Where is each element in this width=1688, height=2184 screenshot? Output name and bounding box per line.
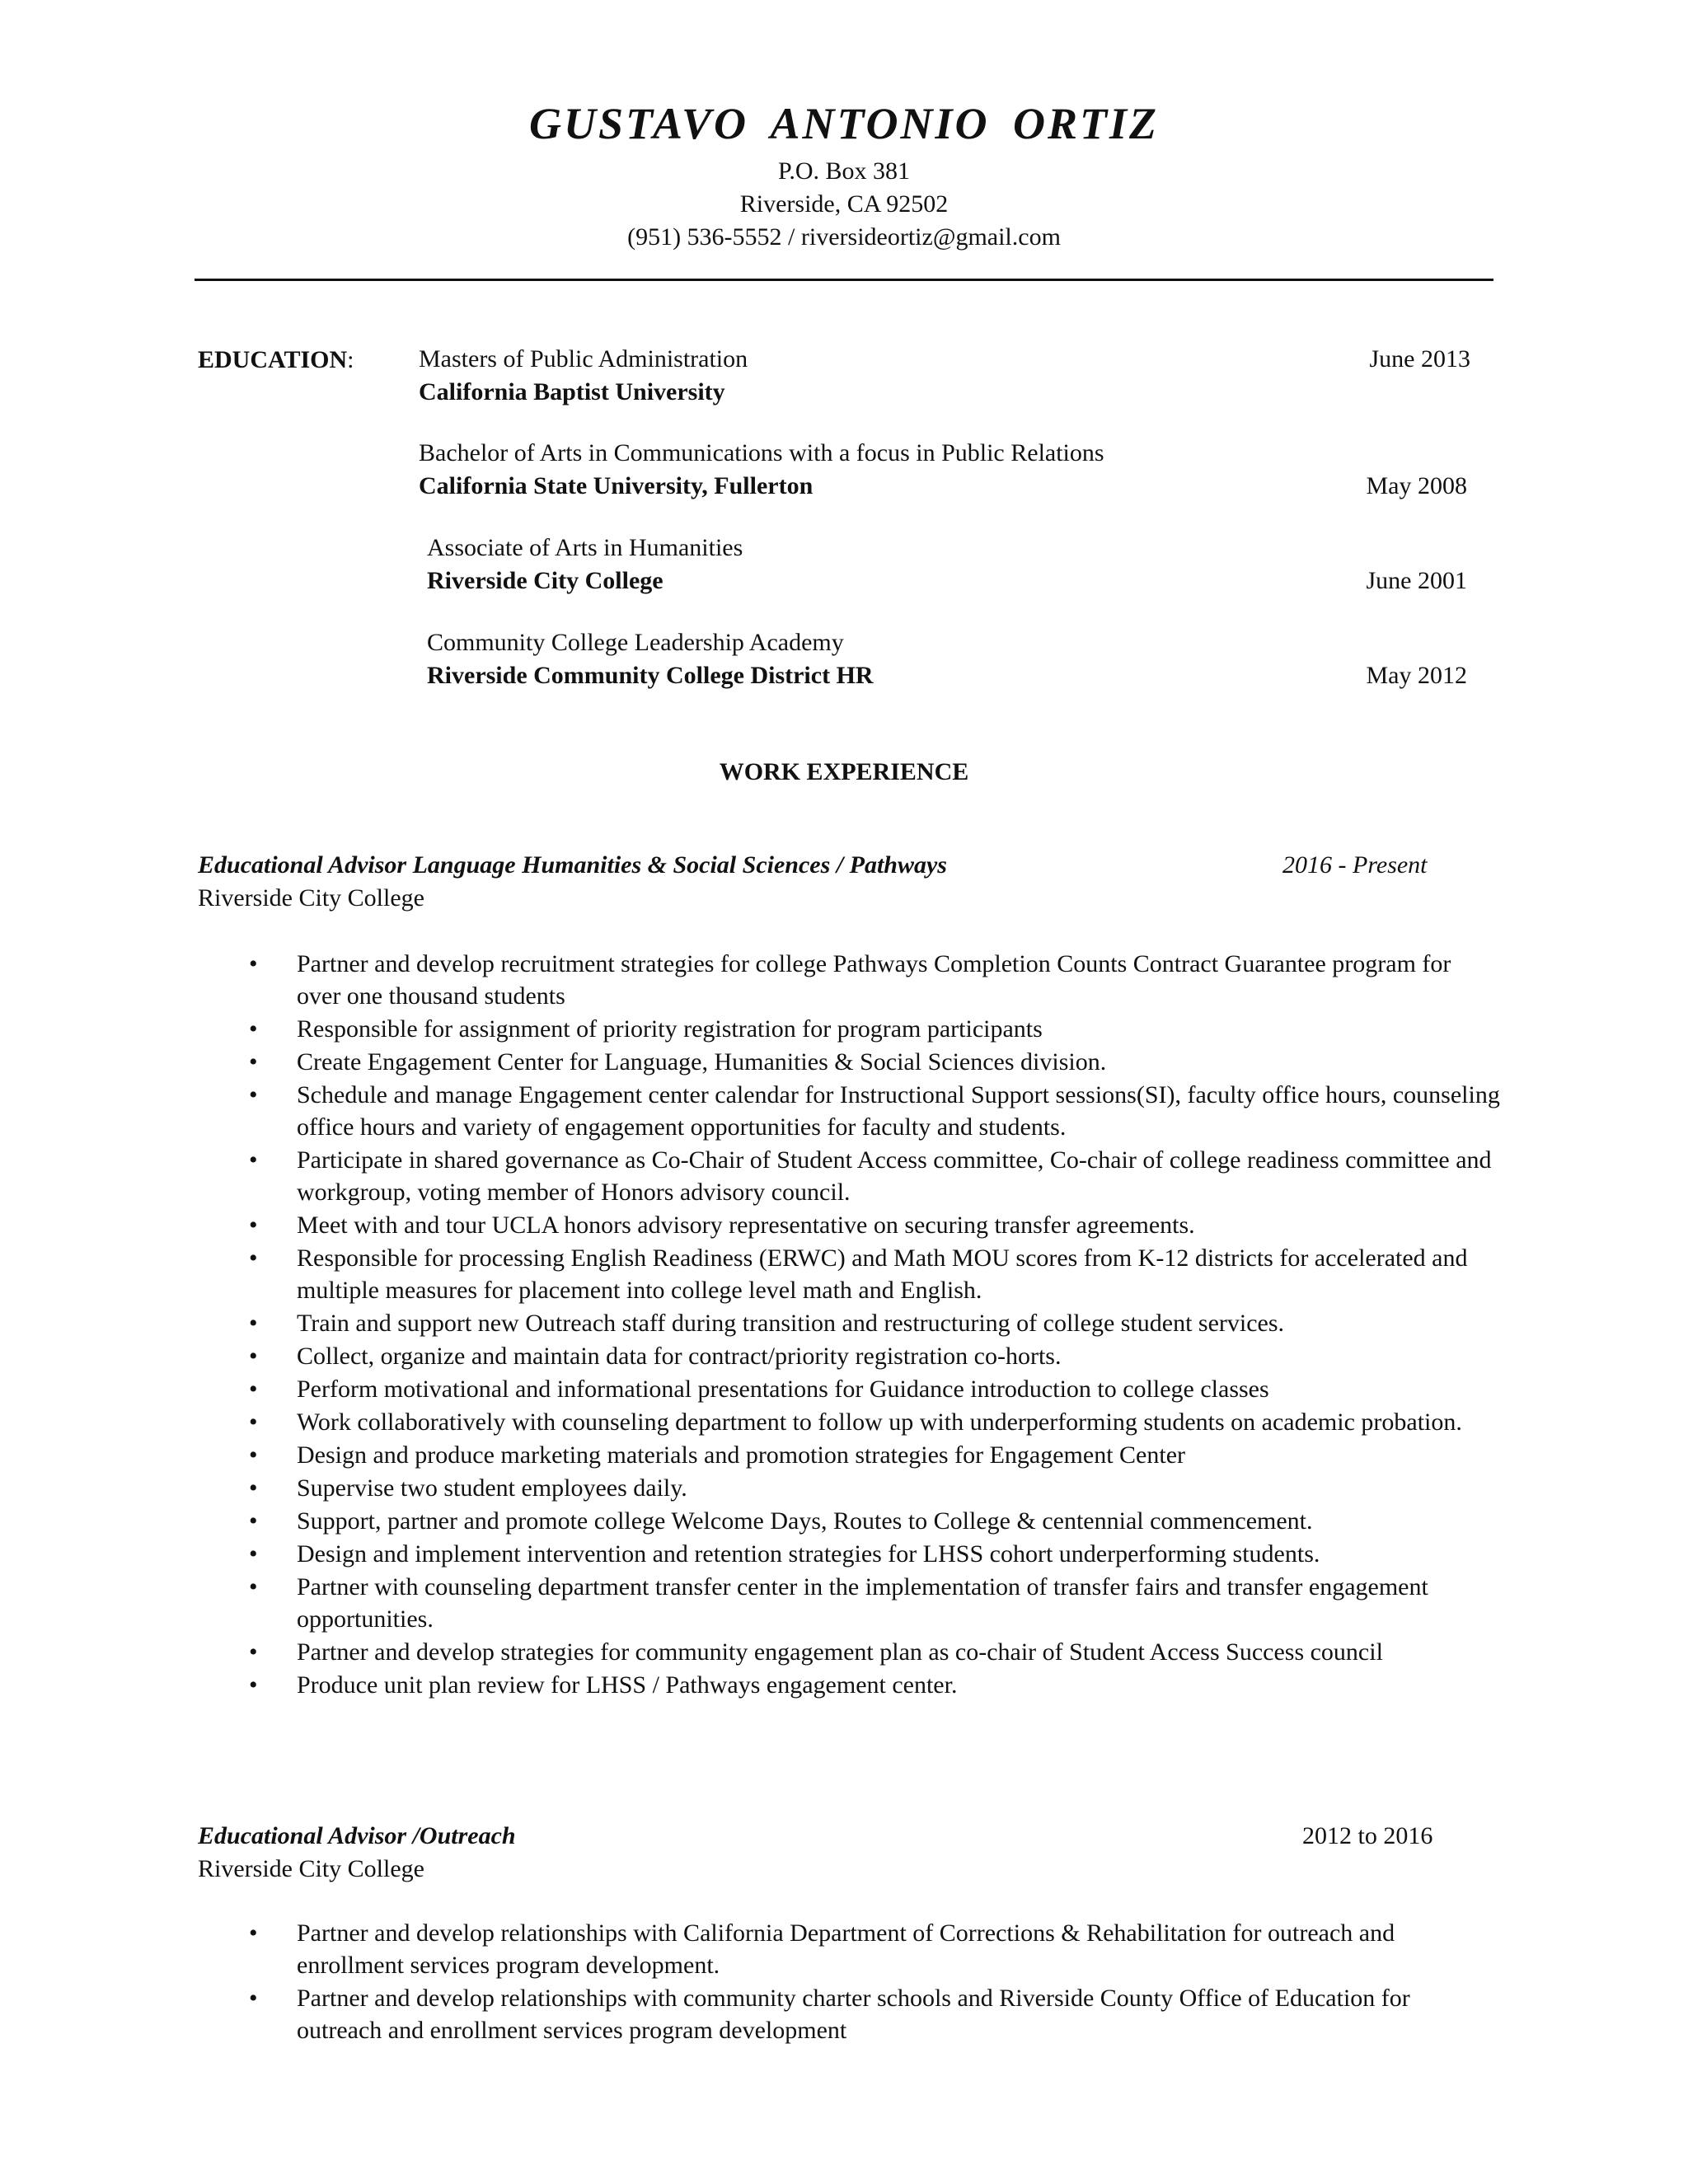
duty-text: Perform motivational and informational presentations for Guidance introduction to college classes xyxy=(297,1376,1269,1403)
bullet-icon: • xyxy=(249,1146,258,1174)
duty-text: Participate in shared governance as Co-Chair of Student Access committee, Co-chair of college readiness committee and workgroup, voting member of Honors advisory council. xyxy=(297,1146,1492,1206)
duty-text: Partner and develop strategies for community engagement plan as co-chair of Student Access Success council xyxy=(297,1638,1383,1666)
list-item xyxy=(198,1571,1500,1635)
list-item xyxy=(198,1472,1500,1504)
list-item xyxy=(198,1242,1500,1306)
education-school-1: California Baptist University xyxy=(419,378,725,405)
duty-text: Design and implement intervention and retention strategies for LHSS cohort underperforming students. xyxy=(297,1540,1320,1568)
duty-text: Partner and develop relationships with California Department of Corrections & Rehabilitation for outreach and enrollment services program development. xyxy=(297,1919,1395,1979)
education-school-2: California State University, Fullerton xyxy=(419,472,814,499)
education-date-4: May 2012 xyxy=(1366,662,1467,689)
bullet-icon: • xyxy=(249,1985,258,2012)
list-item xyxy=(198,1144,1500,1208)
list-item xyxy=(198,1917,1500,1981)
bullet-icon: • xyxy=(249,1507,258,1535)
job-title-2: Educational Advisor /Outreach xyxy=(198,1822,516,1849)
job-title-1: Educational Advisor Language Humanities & Social Sciences / Pathways xyxy=(198,851,947,879)
list-item xyxy=(198,1046,1500,1078)
list-item xyxy=(198,1982,1500,2046)
education-label xyxy=(198,346,354,374)
job-1-duties xyxy=(198,948,1500,1702)
bullet-icon: • xyxy=(249,1573,258,1601)
list-item xyxy=(198,1307,1500,1339)
duty-text: Responsible for assignment of priority registration for program participants xyxy=(297,1015,1043,1043)
duty-text: Work collaboratively with counseling department to follow up with underperforming students on academic probation. xyxy=(297,1408,1462,1436)
resume-header xyxy=(0,92,1688,254)
education-date-1: June 2013 xyxy=(1369,345,1470,373)
list-item xyxy=(198,1439,1500,1471)
duty-text: Design and produce marketing materials and promotion strategies for Engagement Center xyxy=(297,1441,1185,1469)
address-line-2: Riverside, CA 92502 xyxy=(739,190,949,218)
duty-text: Create Engagement Center for Language, Humanities & Social Sciences division. xyxy=(297,1048,1107,1076)
education-degree-1: Masters of Public Administration xyxy=(419,345,748,373)
job-employer-1: Riverside City College xyxy=(198,884,424,912)
education-label-text: EDUCATION xyxy=(198,346,348,373)
bullet-icon: • xyxy=(249,950,258,977)
duty-text: Responsible for processing English Readiness (ERWC) and Math MOU scores from K-12 districts for accelerated and multiple measures for placement into college level math and English. xyxy=(297,1244,1468,1304)
job-employer-2: Riverside City College xyxy=(198,1855,424,1882)
contact-line: (951) 536-5552 / riversideortiz@gmail.com xyxy=(627,223,1061,251)
duty-text: Partner and develop recruitment strategies for college Pathways Completion Counts Contract Guarantee program for over one thousand students xyxy=(297,950,1451,1010)
list-item xyxy=(198,1505,1500,1537)
bullet-icon: • xyxy=(249,1638,258,1666)
duty-text: Collect, organize and maintain data for contract/priority registration co-horts. xyxy=(297,1343,1062,1370)
job-dates-1: 2016 - Present xyxy=(1282,851,1428,879)
list-item xyxy=(198,1669,1500,1701)
bullet-icon: • xyxy=(249,1212,258,1239)
education-degree-2: Bachelor of Arts in Communications with a focus in Public Relations xyxy=(419,439,1104,466)
list-item xyxy=(198,1340,1500,1372)
education-label-colon: : xyxy=(347,346,354,373)
duty-text: Partner with counseling department transfer center in the implementation of transfer fairs and transfer engagement opportunities. xyxy=(297,1573,1428,1633)
bullet-icon: • xyxy=(249,1081,258,1108)
work-experience-heading: WORK EXPERIENCE xyxy=(719,758,969,785)
bullet-icon: • xyxy=(249,1441,258,1469)
applicant-name: GUSTAVO ANTONIO ORTIZ xyxy=(528,99,1160,148)
bullet-icon: • xyxy=(249,1310,258,1337)
bullet-icon: • xyxy=(249,1408,258,1436)
duty-text: Produce unit plan review for LHSS / Pathways engagement center. xyxy=(297,1671,958,1699)
bullet-icon: • xyxy=(249,1015,258,1043)
address-line-1: P.O. Box 381 xyxy=(777,157,911,185)
list-item xyxy=(198,1636,1500,1668)
bullet-icon: • xyxy=(249,1474,258,1502)
list-item xyxy=(198,1079,1500,1143)
duty-text: Partner and develop relationships with community charter schools and Riverside County Office of Education for outreach and enrollment services program development xyxy=(297,1985,1410,2044)
bullet-icon: • xyxy=(249,1343,258,1370)
duty-text: Support, partner and promote college Welcome Days, Routes to College & centennial commencement. xyxy=(297,1507,1313,1535)
bullet-icon: • xyxy=(249,1376,258,1403)
list-item xyxy=(198,1538,1500,1570)
job-dates-2: 2012 to 2016 xyxy=(1302,1822,1433,1849)
bullet-icon: • xyxy=(249,1919,258,1947)
bullet-icon: • xyxy=(249,1671,258,1699)
bullet-icon: • xyxy=(249,1244,258,1272)
duty-text: Meet with and tour UCLA honors advisory representative on securing transfer agreements. xyxy=(297,1212,1195,1239)
header-divider xyxy=(195,279,1493,281)
list-item xyxy=(198,1013,1500,1045)
duty-text: Supervise two student employees daily. xyxy=(297,1474,687,1502)
education-date-3: June 2001 xyxy=(1366,567,1467,594)
education-school-3: Riverside City College xyxy=(427,567,663,594)
job-2-duties xyxy=(198,1917,1500,2047)
list-item xyxy=(198,1406,1500,1438)
bullet-icon: • xyxy=(249,1540,258,1568)
list-item xyxy=(198,1209,1500,1241)
list-item xyxy=(198,948,1500,1012)
list-item xyxy=(198,1373,1500,1405)
education-degree-4: Community College Leadership Academy xyxy=(427,629,844,656)
education-school-4: Riverside Community College District HR xyxy=(427,662,874,689)
duty-text: Train and support new Outreach staff during transition and restructuring of college student services. xyxy=(297,1310,1285,1337)
education-date-2: May 2008 xyxy=(1366,472,1467,499)
bullet-icon: • xyxy=(249,1048,258,1076)
duty-text: Schedule and manage Engagement center calendar for Instructional Support sessions(SI), faculty office hours, counseling office hours and variety of engagement opportunities for faculty and students. xyxy=(297,1081,1500,1141)
education-degree-3: Associate of Arts in Humanities xyxy=(427,534,743,561)
